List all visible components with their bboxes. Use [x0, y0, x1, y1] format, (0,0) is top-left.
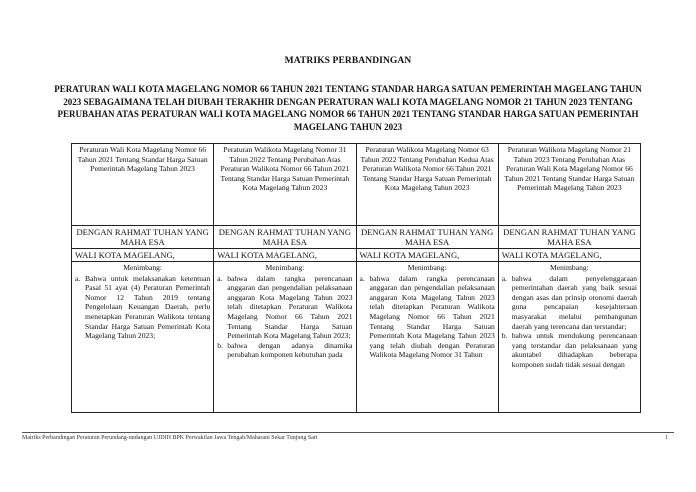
item-letter: a.	[75, 273, 81, 283]
item-text: Bahwa untuk melaksanakan ketentuan Pasal 51 ayat (4) Peraturan Pemerintah Nomor 12 Tahun 2019 tentang Pengelolaan Keuangan Daerah, perlu menetapkan Peraturan Walikota tentang Standar Harga Satuan Pemerintah Kota Magelang Tahun 2023;	[85, 273, 211, 341]
menimbang-cell-2	[214, 262, 356, 413]
item-text: bahwa dengan adanya dinamika perubahan komponen kebutuhan pada	[227, 340, 353, 360]
rahmat-row	[72, 226, 641, 249]
column-header-1: Peraturan Wali Kota Magelang Nomor 66 Tahun 2021 Tentang Standar Harga Satuan Pemerintah Magelang Tahun 2023	[72, 144, 214, 226]
wali-cell-2: WALI KOTA MAGELANG,	[214, 249, 356, 262]
wali-cell-3: WALI KOTA MAGELANG,	[356, 249, 498, 262]
rahmat-cell-3: DENGAN RAHMAT TUHAN YANG MAHA ESA	[356, 226, 498, 249]
menimbang-label: Menimbang:	[265, 263, 305, 272]
menimbang-label: Menimbang:	[123, 263, 163, 272]
wali-cell-4: WALI KOTA MAGELANG,	[498, 249, 640, 262]
footer-divider	[22, 432, 674, 433]
document-title: MATRIKS PERBANDINGAN	[284, 56, 412, 66]
wali-cell-1: WALI KOTA MAGELANG,	[72, 249, 214, 262]
item-text: bahwa dalam penyelenggaraan pemerintahan daerah yang baik sesuai dengan asas dan prinsip otonomi daerah guna pencapaian kesejahteraan masyarakat melalui pembangunan daerah yang terencana dan terstandar;	[511, 273, 637, 331]
rahmat-cell-1: DENGAN RAHMAT TUHAN YANG MAHA ESA	[72, 226, 214, 249]
item-text: bahwa dalam rangka perencanaan anggaran dan pengendalian pelaksanaan anggaran Kota Magelang Tahun 2023 telah ditetapkan Peraturan Walikota Magelang Nomor 66 Tahun 2021 Tentang Standar Harga Satuan Pemerintah Kota Magelang Tahun 2023 yang telah diubah dengan Peraturan Walikota Magelang Nomor 31 Tahun	[369, 273, 495, 360]
list-item	[217, 341, 352, 360]
menimbang-row	[72, 262, 641, 413]
list-item	[217, 274, 352, 341]
item-letter: b.	[501, 331, 508, 341]
item-text: bahwa dalam rangka perencanaan anggaran dan pengendalian pelaksanaan anggaran Kota Magelang Tahun 2023 telah ditetapkan Peraturan Walikota Magelang Nomor 66 Tahun 2021 Tentang Standar Harga Satuan Pemerintah Kota Magelang Tahun 2023;	[227, 273, 353, 341]
footer-text: Matriks Perbandingan Peraturan Perundang-undangan UJDIH BPK Perwakilan Jawa Tengah/Maharani Sekar Tunjung Sari	[22, 435, 318, 441]
item-letter: a.	[501, 273, 508, 283]
column-header-4: Peraturan Walikota Magelang Nomor 21 Tahun 2023 Tentang Perubahan Atas Peraturan Wali Kota Magelang Nomor 66 Tahun 2021 Tentang Standar Harga Satuan Pemerintah Magelang Tahun 2023	[498, 144, 640, 226]
header-row	[72, 144, 641, 226]
page-number: 1	[665, 435, 668, 441]
wali-row	[72, 249, 641, 262]
rahmat-cell-2: DENGAN RAHMAT TUHAN YANG MAHA ESA	[214, 226, 356, 249]
menimbang-label: Menimbang:	[549, 263, 589, 272]
rahmat-cell-4: DENGAN RAHMAT TUHAN YANG MAHA ESA	[498, 226, 640, 249]
list-item	[502, 274, 637, 332]
item-letter: a.	[359, 273, 365, 283]
item-text: bahwa untuk mendukung perencanaan yang terstandar dan pelaksanaan yang akuntabel dihadapkan beberapa komponen sudah tidak sesuai dengan	[511, 331, 637, 369]
list-item	[502, 331, 637, 369]
column-header-3: Peraturan Walikota Magelang Nomor 63 Tahun 2022 Tentang Perubahan Kedua Atas Peraturan Walikota Nomor 66 Tahun 2021 Tentang Standar Harga Satuan Pemerintah Kota Magelang Tahun 2023	[356, 144, 498, 226]
column-header-2: Peraturan Walikota Magelang Nomor 31 Tahun 2022 Tentang Perubahan Atas Peraturan Walikota Nomor 66 Tahun 2021 Tentang Standar Harga Satuan Pemerintah Kota Magelang Tahun 2023	[214, 144, 356, 226]
menimbang-label: Menimbang:	[407, 263, 447, 272]
item-letter: a.	[217, 273, 223, 283]
menimbang-cell-3	[356, 262, 498, 413]
list-item	[360, 274, 495, 360]
item-letter: b.	[217, 340, 223, 350]
menimbang-cell-4	[498, 262, 640, 413]
document-subtitle: PERATURAN WALI KOTA MAGELANG NOMOR 66 TAHUN 2021 TENTANG STANDAR HARGA SATUAN PEMERINTAH MAGELANG TAHUN 2023 SEBAGAIMANA TELAH DIUBAH TERAKHIR DENGAN PERATURAN WALI KOTA MAGELANG NOMOR 21 TAHUN 2023 TENTANG PERUBAHAN ATAS PERATURAN WALI KOTA MAGELANG NOMOR 66 TAHUN 2021 TENTANG STANDAR HARGA SATUAN PEMERINTAH MAGELANG TAHUN 2023	[54, 84, 642, 132]
comparison-matrix-table	[71, 143, 641, 413]
menimbang-cell-1	[72, 262, 214, 413]
list-item	[75, 274, 210, 341]
